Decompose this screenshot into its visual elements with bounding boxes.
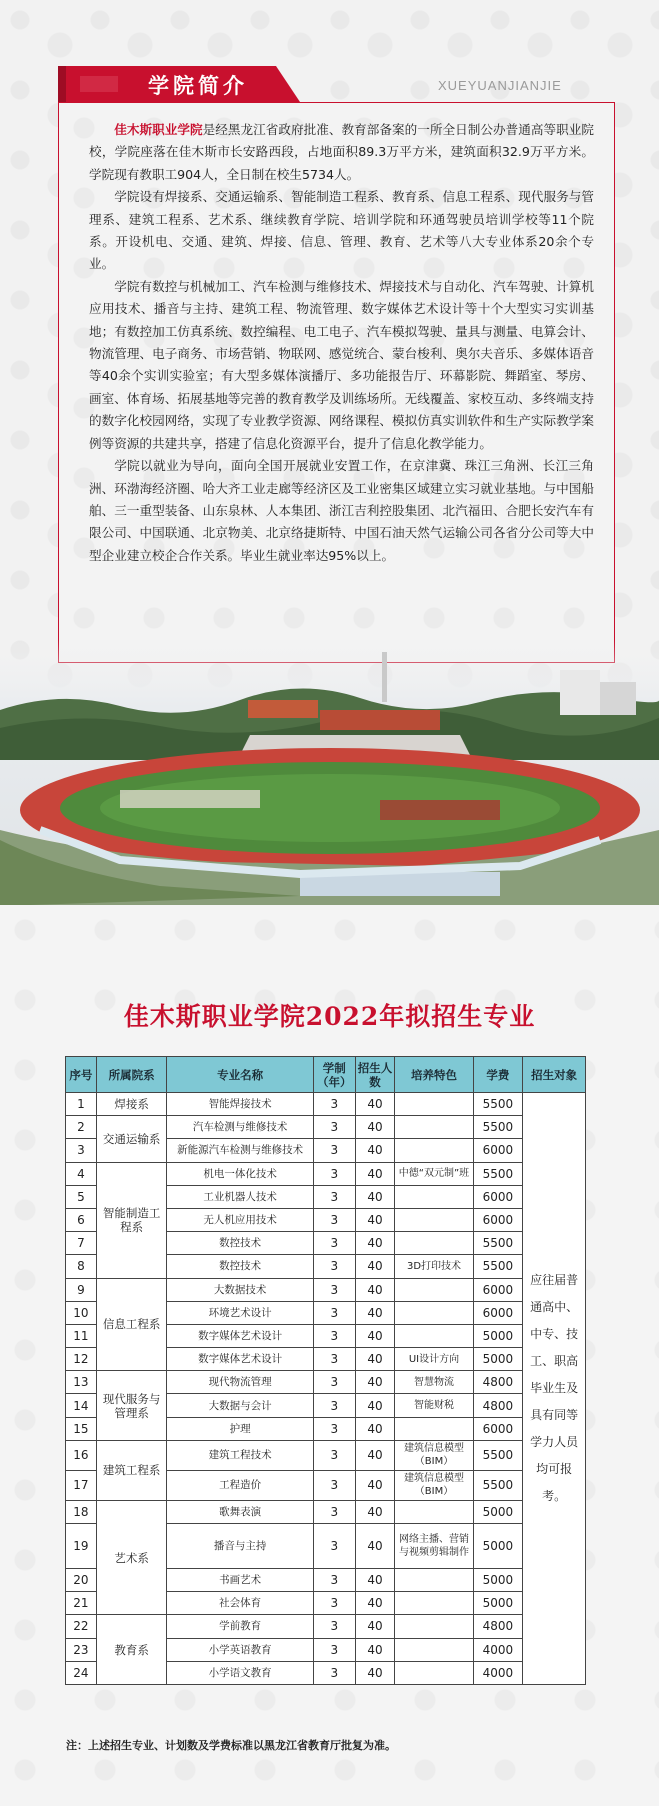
department-cell: 焊接系 (96, 1093, 167, 1116)
target-cell: 应往届普通高中、中专、技工、职高毕业生及具有同等学力人员均可报考。 (523, 1093, 586, 1685)
row-no: 2 (66, 1116, 97, 1139)
fee-cell: 6000 (473, 1301, 523, 1324)
feature-cell (395, 1301, 473, 1324)
intro-paragraph-4: 学院以就业为导向，面向全国开展就业安置工作，在京津冀、珠江三角洲、长江三角洲、环渤海经济圈、哈大齐工业走廊等经济区及工业密集区域建立实习就业基地。与中国船舶、三一重型装备、山东泉林、人本集团、浙江吉利控股集团、北汽福田、合肥长安汽车有限公司、中国联通、北京物美、北京络捷斯特、中国石油天然气运输公司各省分公司等大中型企业建立校企合作关系。毕业生就业率达95%以上。 (89, 458, 594, 563)
table-row (66, 1116, 586, 1139)
admissions-table (65, 1056, 586, 1685)
row-no: 5 (66, 1185, 97, 1208)
fee-cell: 6000 (473, 1208, 523, 1231)
years-cell: 3 (313, 1661, 355, 1684)
feature-cell (395, 1417, 473, 1440)
feature-cell: UI设计方向 (395, 1348, 473, 1371)
feature-cell (395, 1569, 473, 1592)
quota-cell: 40 (355, 1185, 395, 1208)
fee-cell: 5500 (473, 1116, 523, 1139)
quota-cell: 40 (355, 1500, 395, 1523)
row-no: 11 (66, 1324, 97, 1347)
feature-cell (395, 1116, 473, 1139)
fee-cell: 5000 (473, 1324, 523, 1347)
fee-cell: 4800 (473, 1371, 523, 1394)
intro-paragraph-1 (89, 119, 594, 186)
row-no: 18 (66, 1500, 97, 1523)
quota-cell: 40 (355, 1301, 395, 1324)
feature-cell (395, 1324, 473, 1347)
years-cell: 3 (313, 1116, 355, 1139)
quota-cell: 40 (355, 1440, 395, 1470)
fee-cell: 5500 (473, 1232, 523, 1255)
fee-cell: 5500 (473, 1093, 523, 1116)
years-cell: 3 (313, 1301, 355, 1324)
quota-cell: 40 (355, 1592, 395, 1615)
feature-cell (395, 1500, 473, 1523)
years-cell: 3 (313, 1524, 355, 1569)
row-no: 1 (66, 1093, 97, 1116)
quota-cell: 40 (355, 1232, 395, 1255)
department-cell: 交通运输系 (96, 1116, 167, 1162)
major-cell: 播音与主持 (167, 1524, 314, 1569)
major-cell: 数控技术 (167, 1255, 314, 1278)
quota-cell: 40 (355, 1139, 395, 1162)
major-cell: 无人机应用技术 (167, 1208, 314, 1231)
major-cell: 歌舞表演 (167, 1500, 314, 1523)
quota-cell: 40 (355, 1116, 395, 1139)
row-no: 24 (66, 1661, 97, 1684)
years-cell: 3 (313, 1638, 355, 1661)
intro-paragraph-3: 学院有数控与机械加工、汽车检测与维修技术、焊接技术与自动化、汽车驾驶、计算机应用技术、播音与主持、建筑工程、物流管理、数字媒体艺术设计等十个大型实习实训基地；有数控加工仿真系统、数控编程、电工电子、汽车模拟驾驶、量具与测量、电算会计、物流管理、电子商务、市场营销、物联网、感觉统合、蒙台梭利、奥尔夫音乐、多媒体语音等40余个实训实验室；有大型多媒体演播厅、多功能报告厅、环幕影院、舞蹈室、琴房、画室、体育场、拓展基地等完善的教育教学及训练场所。无线覆盖、家校互动、多终端支持的数字化校园网络，实现了专业教学资源、网络课程、模拟仿真实训软件和生产实际教学案例等资源的共建共享，搭建了信息化资源平台，提升了信息化教学能力。 (89, 278, 594, 451)
row-no: 20 (66, 1569, 97, 1592)
feature-cell: 3D打印技术 (395, 1255, 473, 1278)
fee-cell: 5000 (473, 1592, 523, 1615)
table-row (66, 1371, 586, 1394)
years-cell: 3 (313, 1500, 355, 1523)
intro-text-box (58, 102, 615, 663)
quota-cell: 40 (355, 1638, 395, 1661)
major-cell: 数字媒体艺术设计 (167, 1348, 314, 1371)
row-no: 12 (66, 1348, 97, 1371)
table-row (66, 1093, 586, 1116)
quota-cell: 40 (355, 1208, 395, 1231)
admissions-title: 佳木斯职业学院2022年拟招生专业 (123, 1002, 536, 1031)
years-cell: 3 (313, 1417, 355, 1440)
major-cell: 书画艺术 (167, 1569, 314, 1592)
section-title: 学院简介 (148, 74, 248, 98)
feature-cell (395, 1185, 473, 1208)
quota-cell: 40 (355, 1394, 395, 1417)
major-cell: 大数据与会计 (167, 1394, 314, 1417)
feature-cell (395, 1615, 473, 1638)
header-no: 序号 (66, 1057, 97, 1093)
fee-cell: 6000 (473, 1185, 523, 1208)
major-cell: 现代物流管理 (167, 1371, 314, 1394)
row-no: 3 (66, 1139, 97, 1162)
row-no: 14 (66, 1394, 97, 1417)
years-cell: 3 (313, 1162, 355, 1185)
department-cell: 信息工程系 (96, 1278, 167, 1371)
feature-cell: 建筑信息模型（BIM） (395, 1470, 473, 1500)
feature-cell: 智慧物流 (395, 1371, 473, 1394)
row-no: 15 (66, 1417, 97, 1440)
intro-paragraph-2: 学院设有焊接系、交通运输系、智能制造工程系、教育系、信息工程系、现代服务与管理系、建筑工程系、艺术系、继续教育学院、培训学院和环通驾驶员培训学校等11个院系。开设机电、交通、建筑、焊接、信息、管理、教育、艺术等八大专业体系20余个专业。 (89, 189, 594, 272)
department-cell: 艺术系 (96, 1500, 167, 1615)
header-quota: 招生人数 (355, 1057, 395, 1093)
feature-cell (395, 1093, 473, 1116)
row-no: 4 (66, 1162, 97, 1185)
row-no: 9 (66, 1278, 97, 1301)
major-cell: 机电一体化技术 (167, 1162, 314, 1185)
major-cell: 数字媒体艺术设计 (167, 1324, 314, 1347)
quota-cell: 40 (355, 1324, 395, 1347)
row-no: 16 (66, 1440, 97, 1470)
header-target: 招生对象 (523, 1057, 586, 1093)
years-cell: 3 (313, 1440, 355, 1470)
years-cell: 3 (313, 1278, 355, 1301)
fee-cell: 5500 (473, 1470, 523, 1500)
header-department: 所属院系 (96, 1057, 167, 1093)
fee-cell: 4000 (473, 1661, 523, 1684)
row-no: 13 (66, 1371, 97, 1394)
major-cell: 小学英语教育 (167, 1638, 314, 1661)
fee-cell: 5000 (473, 1348, 523, 1371)
major-cell: 社会体育 (167, 1592, 314, 1615)
section-title-en: XUEYUANJIANJIE (438, 78, 562, 93)
department-cell: 现代服务与管理系 (96, 1371, 167, 1441)
row-no: 6 (66, 1208, 97, 1231)
row-no: 10 (66, 1301, 97, 1324)
table-header-row (66, 1057, 586, 1093)
row-no: 23 (66, 1638, 97, 1661)
major-cell: 建筑工程技术 (167, 1440, 314, 1470)
feature-cell (395, 1208, 473, 1231)
row-no: 17 (66, 1470, 97, 1500)
major-cell: 工业机器人技术 (167, 1185, 314, 1208)
fee-cell: 6000 (473, 1417, 523, 1440)
quota-cell: 40 (355, 1417, 395, 1440)
fee-cell: 4800 (473, 1615, 523, 1638)
years-cell: 3 (313, 1569, 355, 1592)
years-cell: 3 (313, 1324, 355, 1347)
years-cell: 3 (313, 1394, 355, 1417)
quota-cell: 40 (355, 1348, 395, 1371)
fee-cell: 6000 (473, 1139, 523, 1162)
row-no: 21 (66, 1592, 97, 1615)
major-cell: 学前教育 (167, 1615, 314, 1638)
feature-cell: 网络主播、营销与视频剪辑制作 (395, 1524, 473, 1569)
major-cell: 智能焊接技术 (167, 1093, 314, 1116)
major-cell: 数控技术 (167, 1232, 314, 1255)
years-cell: 3 (313, 1592, 355, 1615)
fee-cell: 5500 (473, 1255, 523, 1278)
quota-cell: 40 (355, 1162, 395, 1185)
header-years: 学制（年） (313, 1057, 355, 1093)
feature-cell (395, 1592, 473, 1615)
major-cell: 环境艺术设计 (167, 1301, 314, 1324)
fee-cell: 5500 (473, 1162, 523, 1185)
section-title-banner (58, 66, 308, 102)
years-cell: 3 (313, 1371, 355, 1394)
quota-cell: 40 (355, 1524, 395, 1569)
years-cell: 3 (313, 1255, 355, 1278)
major-cell: 大数据技术 (167, 1278, 314, 1301)
table-row (66, 1615, 586, 1638)
years-cell: 3 (313, 1615, 355, 1638)
college-name-lead: 佳木斯职业学院 (114, 122, 203, 137)
quota-cell: 40 (355, 1255, 395, 1278)
feature-cell: 中德“双元制”班 (395, 1162, 473, 1185)
intro-paragraph-1-text: 是经黑龙江省政府批准、教育部备案的一所全日制公办普通高等职业院校，学院座落在佳木斯市长安路西段，占地面积89.3万平方米，建筑面积32.9万平方米。学院现有教职工904人，全日制在校生5734人。 (89, 122, 595, 182)
quota-cell: 40 (355, 1093, 395, 1116)
fee-cell: 5000 (473, 1524, 523, 1569)
years-cell: 3 (313, 1139, 355, 1162)
admissions-section (0, 905, 659, 1806)
major-cell: 汽车检测与维修技术 (167, 1116, 314, 1139)
campus-stadium-photo (0, 640, 659, 905)
quota-cell: 40 (355, 1470, 395, 1500)
table-row (66, 1162, 586, 1185)
quota-cell: 40 (355, 1569, 395, 1592)
feature-cell: 建筑信息模型（BIM） (395, 1440, 473, 1470)
major-cell: 护理 (167, 1417, 314, 1440)
table-row (66, 1278, 586, 1301)
fee-cell: 5000 (473, 1569, 523, 1592)
quota-cell: 40 (355, 1278, 395, 1301)
fee-cell: 4000 (473, 1638, 523, 1661)
feature-cell (395, 1661, 473, 1684)
table-row (66, 1500, 586, 1523)
quota-cell: 40 (355, 1661, 395, 1684)
years-cell: 3 (313, 1232, 355, 1255)
years-cell: 3 (313, 1208, 355, 1231)
department-cell: 教育系 (96, 1615, 167, 1685)
fee-cell: 5000 (473, 1500, 523, 1523)
header-fee: 学费 (473, 1057, 523, 1093)
feature-cell: 智能财税 (395, 1394, 473, 1417)
header-major: 专业名称 (167, 1057, 314, 1093)
fee-cell: 5500 (473, 1440, 523, 1470)
feature-cell (395, 1139, 473, 1162)
fee-cell: 4800 (473, 1394, 523, 1417)
major-cell: 新能源汽车检测与维修技术 (167, 1139, 314, 1162)
feature-cell (395, 1232, 473, 1255)
years-cell: 3 (313, 1348, 355, 1371)
quota-cell: 40 (355, 1371, 395, 1394)
row-no: 22 (66, 1615, 97, 1638)
department-cell: 智能制造工程系 (96, 1162, 167, 1278)
header-feature: 培养特色 (395, 1057, 473, 1093)
row-no: 19 (66, 1524, 97, 1569)
row-no: 7 (66, 1232, 97, 1255)
footnote: 注：上述招生专业、计划数及学费标准以黑龙江省教育厅批复为准。 (66, 1739, 396, 1752)
department-cell: 建筑工程系 (96, 1440, 167, 1500)
years-cell: 3 (313, 1093, 355, 1116)
table-row (66, 1440, 586, 1470)
major-cell: 小学语文教育 (167, 1661, 314, 1684)
row-no: 8 (66, 1255, 97, 1278)
years-cell: 3 (313, 1470, 355, 1500)
fee-cell: 6000 (473, 1278, 523, 1301)
quota-cell: 40 (355, 1615, 395, 1638)
feature-cell (395, 1638, 473, 1661)
years-cell: 3 (313, 1185, 355, 1208)
feature-cell (395, 1278, 473, 1301)
major-cell: 工程造价 (167, 1470, 314, 1500)
